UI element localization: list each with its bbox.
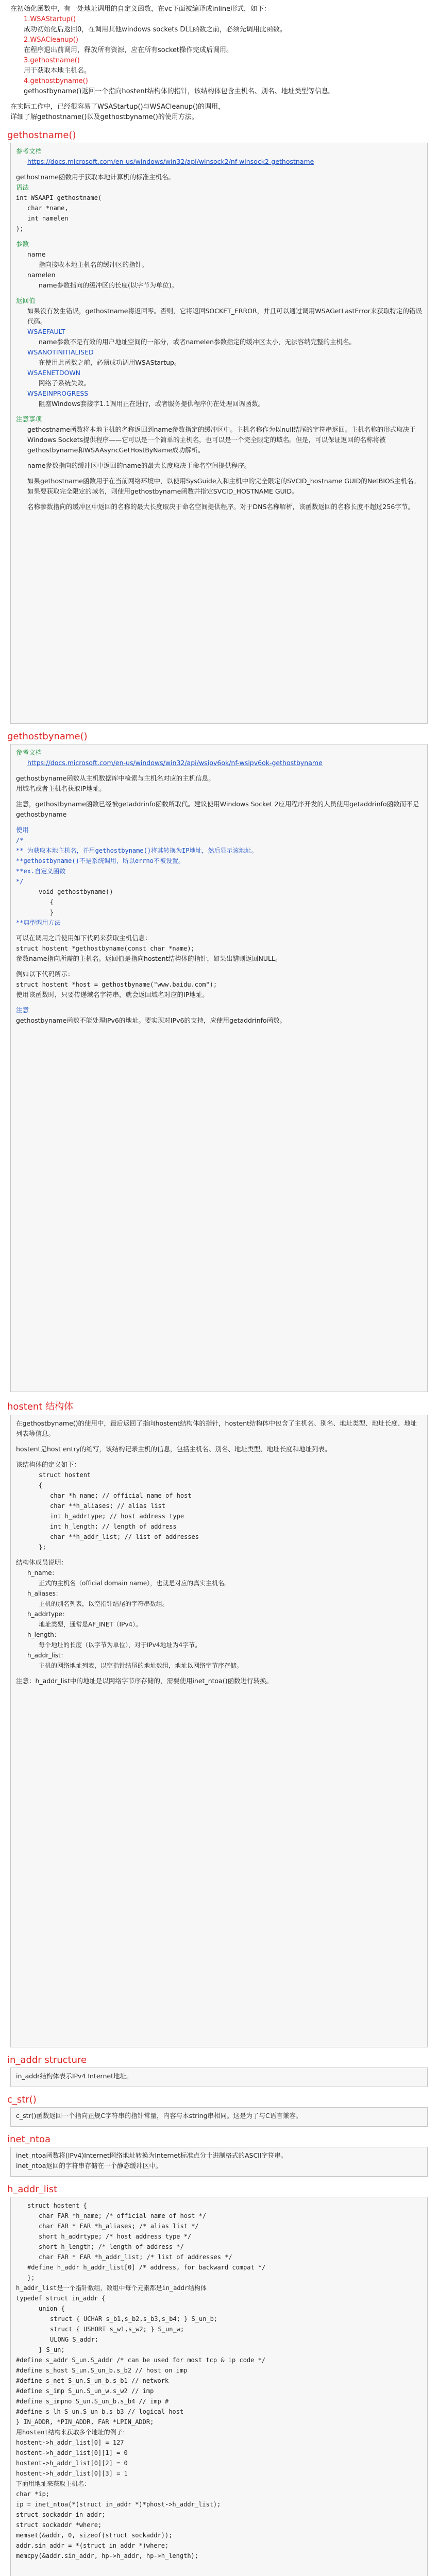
- description: gethostbyname函数从主机数据库中检索与主机名对应的主机信息。: [16, 774, 215, 782]
- member-desc: 地址类型，通常是AF_INET（IPv4）。: [39, 1621, 142, 1628]
- code-line: ** 为获取本地主机名，并用gethostbyname()将其转换为IP地址，然后显示该地址。: [16, 847, 258, 854]
- code-line: short h_addrtype; /* host address type */: [39, 2233, 192, 2240]
- notice-label: 注意: [16, 1006, 29, 1014]
- description: 用域名或者主机名获取IP地址。: [16, 785, 106, 792]
- member-name: h_length：: [27, 1631, 60, 1638]
- code-line: memcpy(&addr.sin_addr, hp->h_addr, hp->h_length);: [16, 2552, 199, 2560]
- code-line: addr.sin_addr = *(struct in_addr *)where;: [16, 2542, 169, 2549]
- code-line: {: [50, 899, 54, 906]
- intro-item: 3.gethostname(): [24, 57, 80, 64]
- description: inet_ntoa函数将(IPv4)Internet网络地址转换为Internet标准点分十进制格式的ASCII字符串。: [16, 2151, 288, 2159]
- code-line: #define s_imp S_un.S_un_w.s_w2 // imp: [16, 2387, 154, 2395]
- section-title-gethostname: gethostname(): [7, 130, 76, 141]
- section-title-inet-ntoa: inet_ntoa: [7, 2134, 51, 2145]
- ref-link[interactable]: https://docs.microsoft.com/en-us/windows/win32/api/winsock2/nf-winsock2-gethostname: [27, 158, 314, 165]
- intro-section: [0, 0, 438, 123]
- code-line: hostent->h_addr_list[0] = 127: [16, 2439, 124, 2446]
- code-line: short h_length; /* length of address */: [39, 2243, 184, 2250]
- code-line: };: [27, 2274, 35, 2281]
- note-paragraph: 名称参数指向的缓冲区中返回的名称的最大长度取决于命名空间提供程序。对于DNS名称解析，该函数返回的名称长度不超过256字节。: [27, 503, 414, 511]
- intro-item: 4.gethostbyname(): [24, 77, 88, 85]
- code-line: int h_length; // length of address: [50, 1523, 177, 1530]
- code-line: struct hostent *host = gethostbyname("www.baidu.com");: [16, 981, 217, 988]
- error-code: WSAENETDOWN: [27, 369, 81, 377]
- description: inet_ntoa返回的字符串存储在一个静态缓冲区中。: [16, 2162, 162, 2170]
- code-line: hostent->h_addr_list[0][1] = 0: [16, 2449, 128, 2456]
- param-desc: name参数指向的缓冲区的长度(以字节为单位)。: [39, 281, 178, 289]
- code-line: hostent->h_addr_list[0][3] = 1: [16, 2470, 128, 2477]
- return-desc: 如果没有发生错误，gethostname将返回零。否则，它将返回SOCKET_ERROR，并且可以通过调用WSAGetLastError来获取特定的错误代码。: [27, 307, 422, 325]
- intro-item: gethostbyname()返回一个指向hostent结构体的指针，该结构体包含主机名、别名、地址类型等信息。: [24, 88, 335, 95]
- code-line: void gethostbyname(): [39, 888, 113, 895]
- description: gethostname函数用于获取本地计算机的标准主机名。: [16, 173, 175, 181]
- ref-link[interactable]: https://docs.microsoft.com/en-us/windows/win32/api/wsipv6ok/nf-wsipv6ok-gethostbyname: [27, 759, 323, 767]
- member-desc: 正式的主机名（official domain name），也就是对应的真实主机名。: [39, 1580, 231, 1587]
- hostent-box: [10, 1415, 428, 2047]
- code-line: };: [39, 1544, 46, 1551]
- code-line: memset(&addr, 0, sizeof(struct sockaddr));: [16, 2532, 173, 2539]
- code-line: #define s_net S_un.S_un_b.s_b1 // network: [16, 2377, 169, 2384]
- member-name: h_addrtype：: [27, 1611, 69, 1618]
- member-name: h_name：: [27, 1569, 58, 1577]
- code-line: char FAR *h_name; /* official name of host */: [39, 2212, 207, 2219]
- code-line: #define s_impno S_un.S_un_b.s_b4 // imp #: [16, 2398, 169, 2405]
- code-line: char *h_name; // official name of host: [50, 1492, 192, 1499]
- error-desc: name参数不是有效的用户地址空间的一部分，或者namelen参数指定的缓冲区太小，无法容纳完整的主机名。: [39, 338, 356, 346]
- return-label: 返回值: [16, 297, 36, 304]
- intro-item: 1.WSAStartup(): [24, 15, 76, 23]
- note-paragraph: name参数指向的缓冲区中返回的name的最大长度取决于命名空间提供程序。: [27, 462, 251, 469]
- error-code: WSAEINPROGRESS: [27, 389, 89, 397]
- code-line: {: [39, 1482, 43, 1489]
- code-line: }: [50, 909, 54, 916]
- param-name: namelen: [27, 271, 56, 279]
- intro-item: 在程序退出前调用，释放所有资源，应在所有socket操作完成后调用。: [24, 46, 233, 54]
- code-line: char *name,: [27, 205, 69, 212]
- code-line: struct sockaddr *where;: [16, 2521, 102, 2529]
- code-line: char FAR * FAR *h_addr_list; /* list of addresses */: [39, 2253, 232, 2261]
- section-title-in-addr: in_addr structure: [7, 2055, 87, 2065]
- intro-item: 成功初始化后返回0，在调用其他windows sockets DLL函数之前，必须先调用此函数。: [24, 26, 287, 33]
- param-desc: 指向接收本地主机名的缓冲区的指针。: [39, 261, 148, 268]
- code-line: h_addr_list是一个指针数组，数组中每个元素都是in_addr结构体: [16, 2284, 207, 2292]
- code-line: char FAR * FAR *h_aliases; /* alias list */: [39, 2223, 199, 2230]
- code-line: union {: [39, 2305, 65, 2312]
- code-line: struct { USHORT s_w1,s_w2; } S_un_w;: [50, 2326, 184, 2333]
- section-title-h-addr-list: h_addr_list: [7, 2184, 58, 2195]
- code-line: #define s_addr S_un.S_addr /* can be used for most tcp & ip code */: [16, 2357, 266, 2364]
- usage-label: 使用: [16, 826, 29, 834]
- in-addr-box: [10, 2067, 428, 2087]
- description: hostent是host entry的缩写，该结构记录主机的信息，包括主机名、别名、地址类型、地址长度和地址列表。: [16, 1445, 331, 1453]
- code-line: );: [16, 225, 24, 232]
- intro-line: 在初始化函数中，有一处地址调用的自定义函数，在vc下面被编译成inline形式，如下：: [10, 5, 271, 13]
- code-line: /*: [16, 837, 24, 844]
- description: c_str()函数返回一个指向正规C字符串的指针常量，内容与本string串相同。这是为了与C语言兼容。: [16, 2112, 302, 2120]
- usage-desc: 使用该函数时，只要传递域名字符串，就会返回域名对应的IP地址。: [16, 991, 209, 998]
- ref-label: 参考文档: [16, 147, 42, 155]
- usage-desc: 参数name指向所需的主机名。返回值是指向hostent结构体的指针，如果出错则返回NULL。: [16, 955, 282, 962]
- gethostname-box: [10, 143, 428, 724]
- code-line: **gethostbyname()不是系统调用，所以errno不被设置。: [16, 857, 184, 865]
- code-line: struct hostent *gethostbyname(const char *name);: [16, 945, 195, 952]
- code-line: } S_un;: [39, 2346, 65, 2353]
- notice: gethostbyname函数不能处理IPv6的地址。要实现对IPv6的支持，应使用getaddrinfo函数。: [16, 1016, 287, 1024]
- member-desc: 主机的别名列表，以空指针结尾的字符串数组。: [39, 1600, 169, 1607]
- member-name: h_addr_list：: [27, 1652, 67, 1659]
- code-line: } IN_ADDR, *PIN_ADDR, FAR *LPIN_ADDR;: [16, 2418, 154, 2426]
- def-label: 该结构体的定义如下：: [16, 1461, 81, 1468]
- code-line: hostent->h_addr_list[0][2] = 0: [16, 2460, 128, 2467]
- h-addr-list-box: [10, 2197, 428, 2576]
- member-desc: 主机的网络地址列表，以空指针结尾的地址数组，地址以网络字节序存储。: [39, 1662, 243, 1669]
- member-desc: 每个地址的长度（以字节为单位），对于IPv4地址为4字节。: [39, 1641, 201, 1649]
- description: 在gethostbyname()的使用中，最后返回了指向hostent结构体的指针，hostent结构体中包含了主机名、别名、地址类型、地址长度、地址列表等信息。: [16, 1419, 417, 1437]
- code-line: 下面用地址来获取主机名：: [16, 2480, 91, 2487]
- c-str-box: [10, 2107, 428, 2127]
- syntax-label: 语法: [16, 183, 29, 191]
- params-label: 参数: [16, 240, 29, 248]
- code-line: struct hostent: [39, 1471, 91, 1479]
- section-title-c-str: c_str(): [7, 2094, 37, 2105]
- member-name: h_aliases：: [27, 1590, 62, 1597]
- code-line: struct { UCHAR s_b1,s_b2,s_b3,s_b4; } S_un_b;: [50, 2315, 218, 2323]
- members-label: 结构体成员说明：: [16, 1558, 68, 1566]
- code-line: #define s_host S_un.S_un_b.s_b2 // host on imp: [16, 2367, 188, 2374]
- usage-desc: 例如以下代码所示：: [16, 970, 74, 978]
- section-title-hostent: hostent 结构体: [7, 1401, 74, 1412]
- code-line: int WSAAPI gethostname(: [16, 194, 102, 201]
- note: 注意，gethostbyname函数已经被getaddrinfo函数所取代。建议使用Windows Socket 2应用程序开发的人员使用getaddrinfo函数而不是gethostbyname: [16, 800, 419, 818]
- description: in_addr结构体表示IPv4 Internet地址。: [16, 2072, 133, 2080]
- intro-line: 在实际工作中，已经很容易了WSAStartup()与WSACleanup()的调用，: [10, 103, 225, 111]
- notes-label: 注意事项: [16, 415, 42, 423]
- code-line: struct hostent {: [27, 2202, 87, 2209]
- code-line: #define h_addr h_addr_list[0] /* address, for backward compat */: [27, 2264, 266, 2271]
- note-paragraph: gethostname函数将本地主机的名称返回到name参数指定的缓冲区中。主机名称作为以null结尾的字符串返回。主机名称的形式取决于Windows Sockets提供程序——它可以是一个简单的主机名，也可以是一个完全限定的域名。但是，可以保证返回的名称将被gethostbyname和WSAAsyncGetHostByName成功解析。: [27, 426, 416, 454]
- code-line: 用hostent结构来获取多个地址的例子：: [16, 2429, 129, 2436]
- gethostbyname-box: [10, 744, 428, 1392]
- code-line: char **h_addr_list; // list of addresses: [50, 1533, 199, 1540]
- ref-label: 参考文档: [16, 749, 42, 756]
- intro-item: 2.WSACleanup(): [24, 36, 78, 44]
- code-line: char *ip;: [16, 2490, 50, 2498]
- note-paragraph: 如果gethostname函数用于在当前网络环境中，以使用SysGuide入和主机中的完全限定的SVCID_hostname GUID的NetBIOS主机名。如果要获取完全限定的域名，则使用gethostbyname函数并指定SVCID_HOSTNAME GUID。: [27, 477, 420, 495]
- error-code: WSANOTINITIALISED: [27, 348, 94, 356]
- code-line: struct sockaddr_in addr;: [16, 2511, 106, 2518]
- code-line: int namelen: [27, 215, 69, 222]
- extra-note: 注意：h_addr_list中的地址是以网络字节序存储的，需要使用inet_ntoa()函数进行转换。: [16, 1677, 273, 1685]
- param-name: name: [27, 250, 46, 258]
- usage-desc: 可以在调用之后使用如下代码来获取主机信息：: [16, 934, 151, 942]
- section-title-gethostbyname: gethostbyname(): [7, 731, 88, 742]
- code-line: **ex.自定义函数: [16, 868, 66, 875]
- error-desc: 阻塞Windows套接字1.1调用正在进行，或者服务提供程序仍在处理回调函数。: [39, 400, 265, 408]
- code-line: #define s_lh S_un.S_un_b.s_b3 // logical host: [16, 2408, 184, 2415]
- intro-item: 用于获取本地主机名。: [24, 67, 91, 75]
- code-line: char **h_aliases; // alias list: [50, 1502, 165, 1510]
- code-line: ULONG S_addr;: [50, 2336, 98, 2343]
- code-line: ip = inet_ntoa(*(struct in_addr *)*phost->h_addr_list);: [16, 2501, 221, 2508]
- inet-ntoa-box: [10, 2147, 428, 2177]
- code-line: typedef struct in_addr {: [16, 2295, 106, 2302]
- error-desc: 网络子系统失败。: [39, 379, 91, 387]
- intro-line: 详细了解gethostname()以及gethostbyname()的使用方法。: [10, 113, 198, 121]
- code-line: */: [16, 878, 24, 885]
- error-code: WSAEFAULT: [27, 328, 65, 335]
- code-line: **典型调用方法: [16, 919, 61, 926]
- code-line: int h_addrtype; // host address type: [50, 1513, 184, 1520]
- error-desc: 在使用此函数之前，必须成功调用WSAStartup。: [39, 359, 181, 366]
